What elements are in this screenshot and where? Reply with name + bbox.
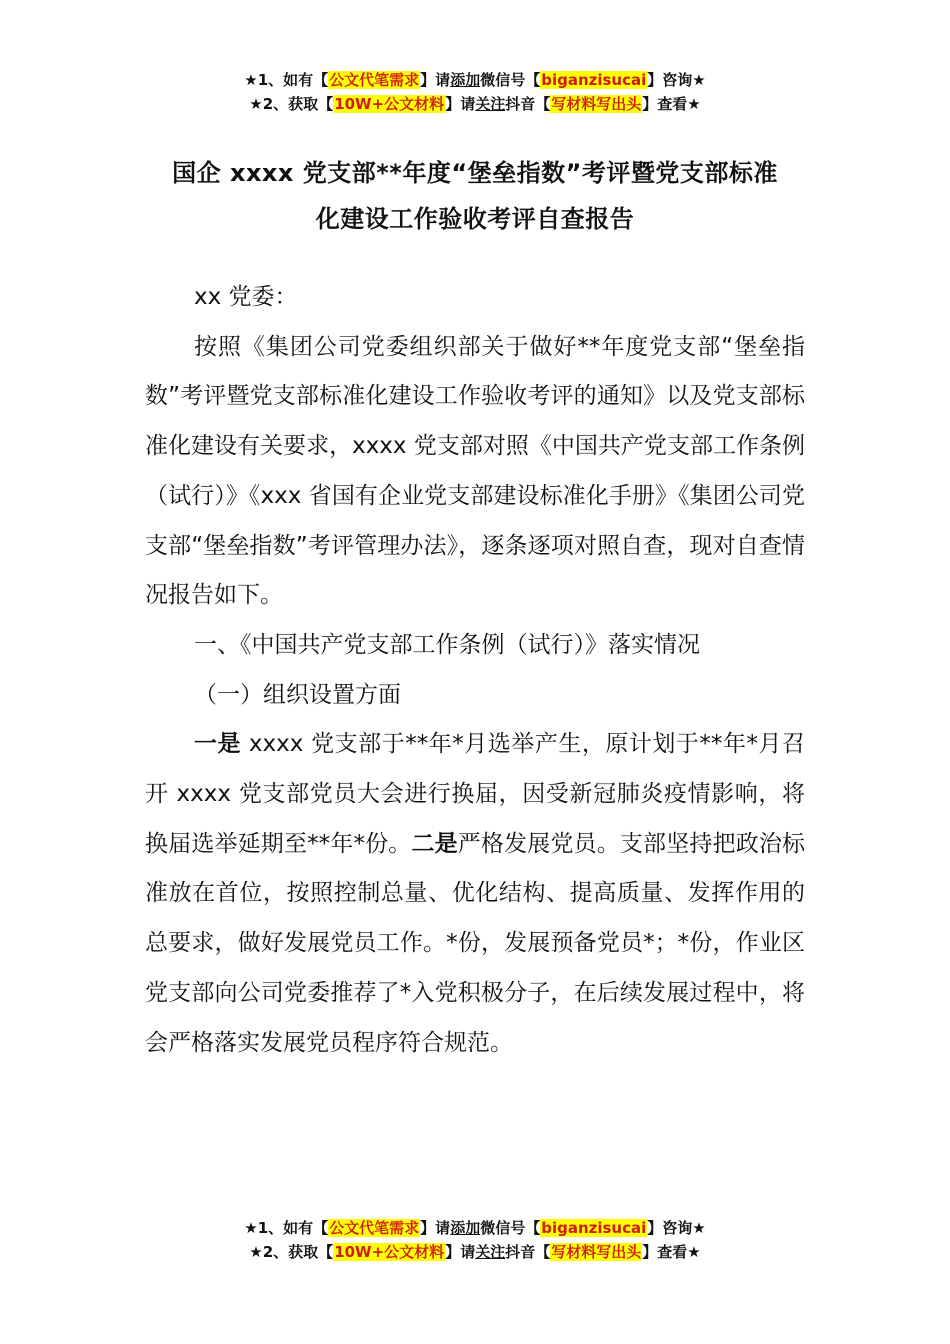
promo-highlight: 10W+公文材料 [334, 95, 445, 113]
promo-douyin-name: 写材料写出头 [551, 1243, 642, 1261]
header-promo-banner [0, 68, 950, 116]
promo-wechat-id: biganzisucai [541, 71, 647, 89]
promo-underlined: 关注 [475, 95, 506, 113]
promo-text: 】请 [445, 95, 476, 113]
promo-text: ★1、如有【 [244, 71, 329, 89]
promo-text: 微信号【 [480, 71, 541, 89]
promo-text: ★2、获取【 [249, 1243, 334, 1261]
promo-text: 】咨询★ [647, 71, 706, 89]
subsection-heading: （一）组织设置方面 [194, 681, 401, 708]
promo-text: ★1、如有【 [244, 1219, 329, 1237]
promo-line-1 [0, 1216, 950, 1240]
intro-paragraph: 按照《集团公司党委组织部关于做好**年度党支部“堡垒指数”考评暨党支部标准化建设工作验收考评的通知》以及党支部标准化建设有关要求，xxxx 党支部对照《中国共产党支部工作条例（试行）》《xxx 省国有企业党支部建设标准化手册》《集团公司党支部“堡垒指数”考评管理办法》，逐条逐项对照自查，现对自查情况报告如下。 [145, 333, 805, 609]
title-line-1: 国企 xxxx 党支部**年度“堡垒指数”考评暨党支部标准 [172, 159, 778, 187]
promo-highlight: 公文代笔需求 [329, 71, 420, 89]
salutation: xx 党委： [194, 284, 298, 310]
promo-highlight: 公文代笔需求 [329, 1219, 420, 1237]
document-title [145, 150, 805, 242]
lead-phrase: 二是 [411, 830, 458, 857]
document-body [145, 273, 805, 1068]
promo-text: 】查看★ [642, 95, 701, 113]
promo-wechat-id: biganzisucai [541, 1219, 647, 1237]
promo-line-2 [0, 1240, 950, 1264]
footer-promo-banner [0, 1216, 950, 1264]
promo-text: ★2、获取【 [249, 95, 334, 113]
promo-text: 】查看★ [642, 1243, 701, 1261]
body-paragraph [145, 720, 805, 1068]
paragraph-text: 严格发展党员。支部坚持把政治标准放在首位，按照控制总量、优化结构、提高质量、发挥作用的总要求，做好发展党员工作。*份，发展预备党员*；*份，作业区党支部向公司党委推荐了*入党积极分子，在后续发展过程中，将会严格落实发展党员程序符合规范。 [145, 830, 806, 1056]
title-line-2: 化建设工作验收考评自查报告 [315, 205, 635, 233]
promo-text: 抖音【 [505, 95, 551, 113]
promo-text: 】请 [445, 1243, 476, 1261]
promo-underlined: 关注 [475, 1243, 506, 1261]
promo-highlight: 10W+公文材料 [334, 1243, 445, 1261]
promo-text: 微信号【 [480, 1219, 541, 1237]
lead-phrase: 一是 [194, 731, 242, 758]
promo-douyin-name: 写材料写出头 [551, 95, 642, 113]
promo-text: 】请 [420, 71, 451, 89]
promo-line-2 [0, 92, 950, 116]
promo-text: 】请 [420, 1219, 451, 1237]
promo-underlined: 添加 [450, 71, 481, 89]
section-heading: 一、《中国共产党支部工作条例（试行）》落实情况 [194, 631, 700, 658]
promo-line-1 [0, 68, 950, 92]
promo-text: 】咨询★ [647, 1219, 706, 1237]
promo-text: 抖音【 [505, 1243, 551, 1261]
paragraph-text: xxxx 党支部于**年*月选举产生，原计划于**年*月召开 xxxx 党支部党员大会进行换届，因受新冠肺炎疫情影响，将换届选举延期至**年*份。 [145, 731, 806, 857]
promo-underlined: 添加 [450, 1219, 481, 1237]
